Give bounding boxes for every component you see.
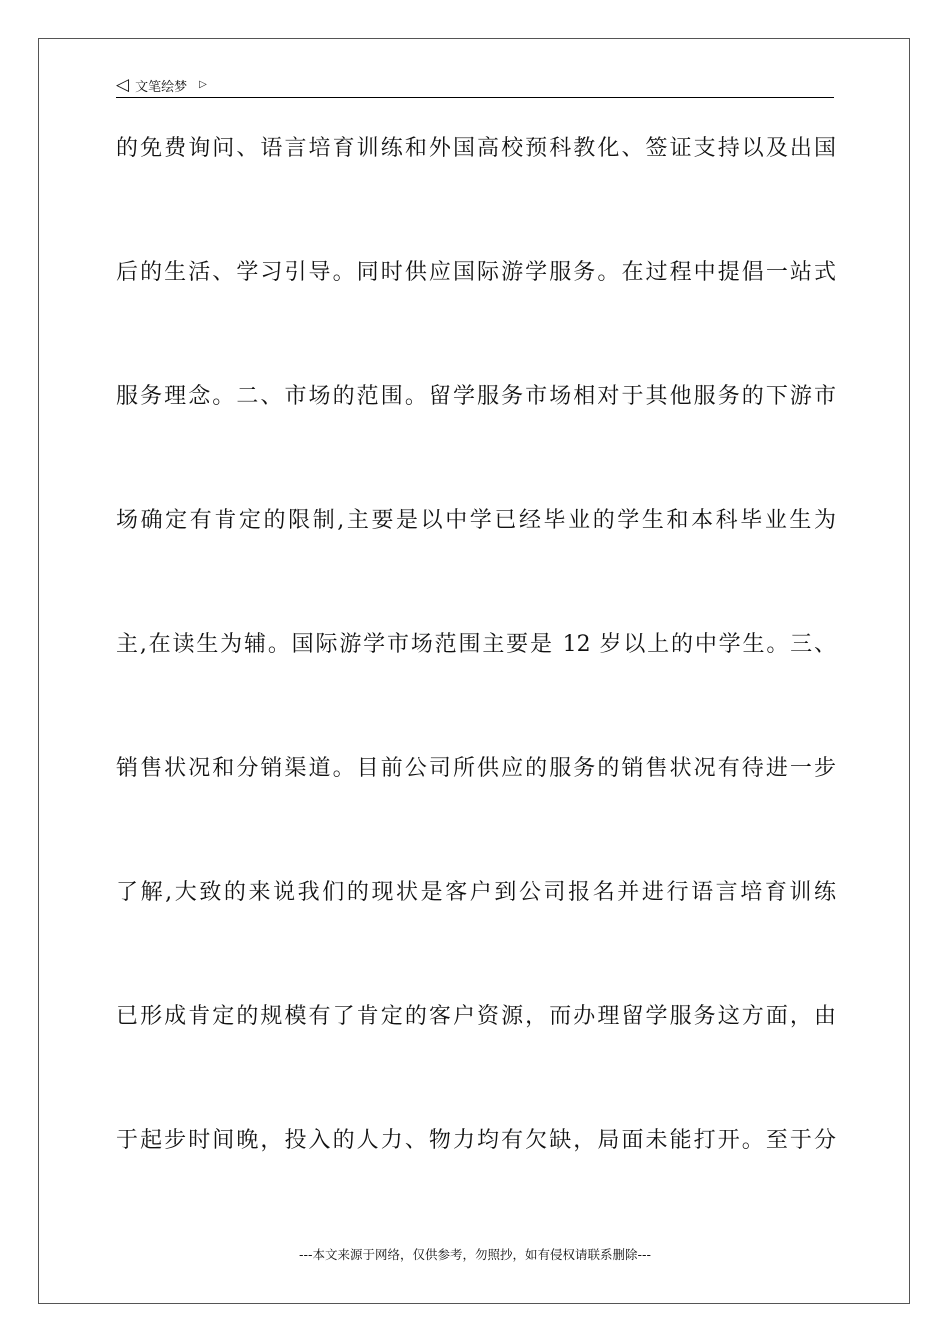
document-body [116, 125, 836, 1241]
triangle-right-icon[interactable]: ▷ [199, 79, 207, 90]
body-line: 销售状况和分销渠道。目前公司所供应的服务的销售状况有待进一步 [116, 756, 836, 781]
page-header [116, 72, 207, 98]
body-line: 已形成肯定的规模有了肯定的客户资源，而办理留学服务这方面，由 [116, 1004, 836, 1029]
header-title: 文笔绘梦 [135, 79, 188, 95]
header-divider [116, 97, 834, 98]
footer-disclaimer: ---本文来源于网络，仅供参考，勿照抄，如有侵权请联系删除--- [298, 1247, 652, 1262]
body-line: 后的生活、学习引导。同时供应国际游学服务。在过程中提倡一站式 [116, 260, 836, 285]
body-line: 的免费询问、语言培育训练和外国高校预科教化、签证支持以及出国 [116, 136, 836, 161]
body-line: 场确定有肯定的限制,主要是以中学已经毕业的学生和本科毕业生为 [116, 508, 836, 533]
body-line: 主,在读生为辅。国际游学市场范围主要是 12 岁以上的中学生。三、 [116, 632, 836, 657]
body-line: 了解,大致的来说我们的现状是客户到公司报名并进行语言培育训练 [116, 880, 836, 905]
body-line: 于起步时间晚，投入的人力、物力均有欠缺，局面未能打开。至于分 [116, 1128, 836, 1153]
triangle-left-icon[interactable]: ◁ [116, 74, 130, 95]
body-line: 服务理念。二、市场的范围。留学服务市场相对于其他服务的下游市 [116, 384, 836, 409]
